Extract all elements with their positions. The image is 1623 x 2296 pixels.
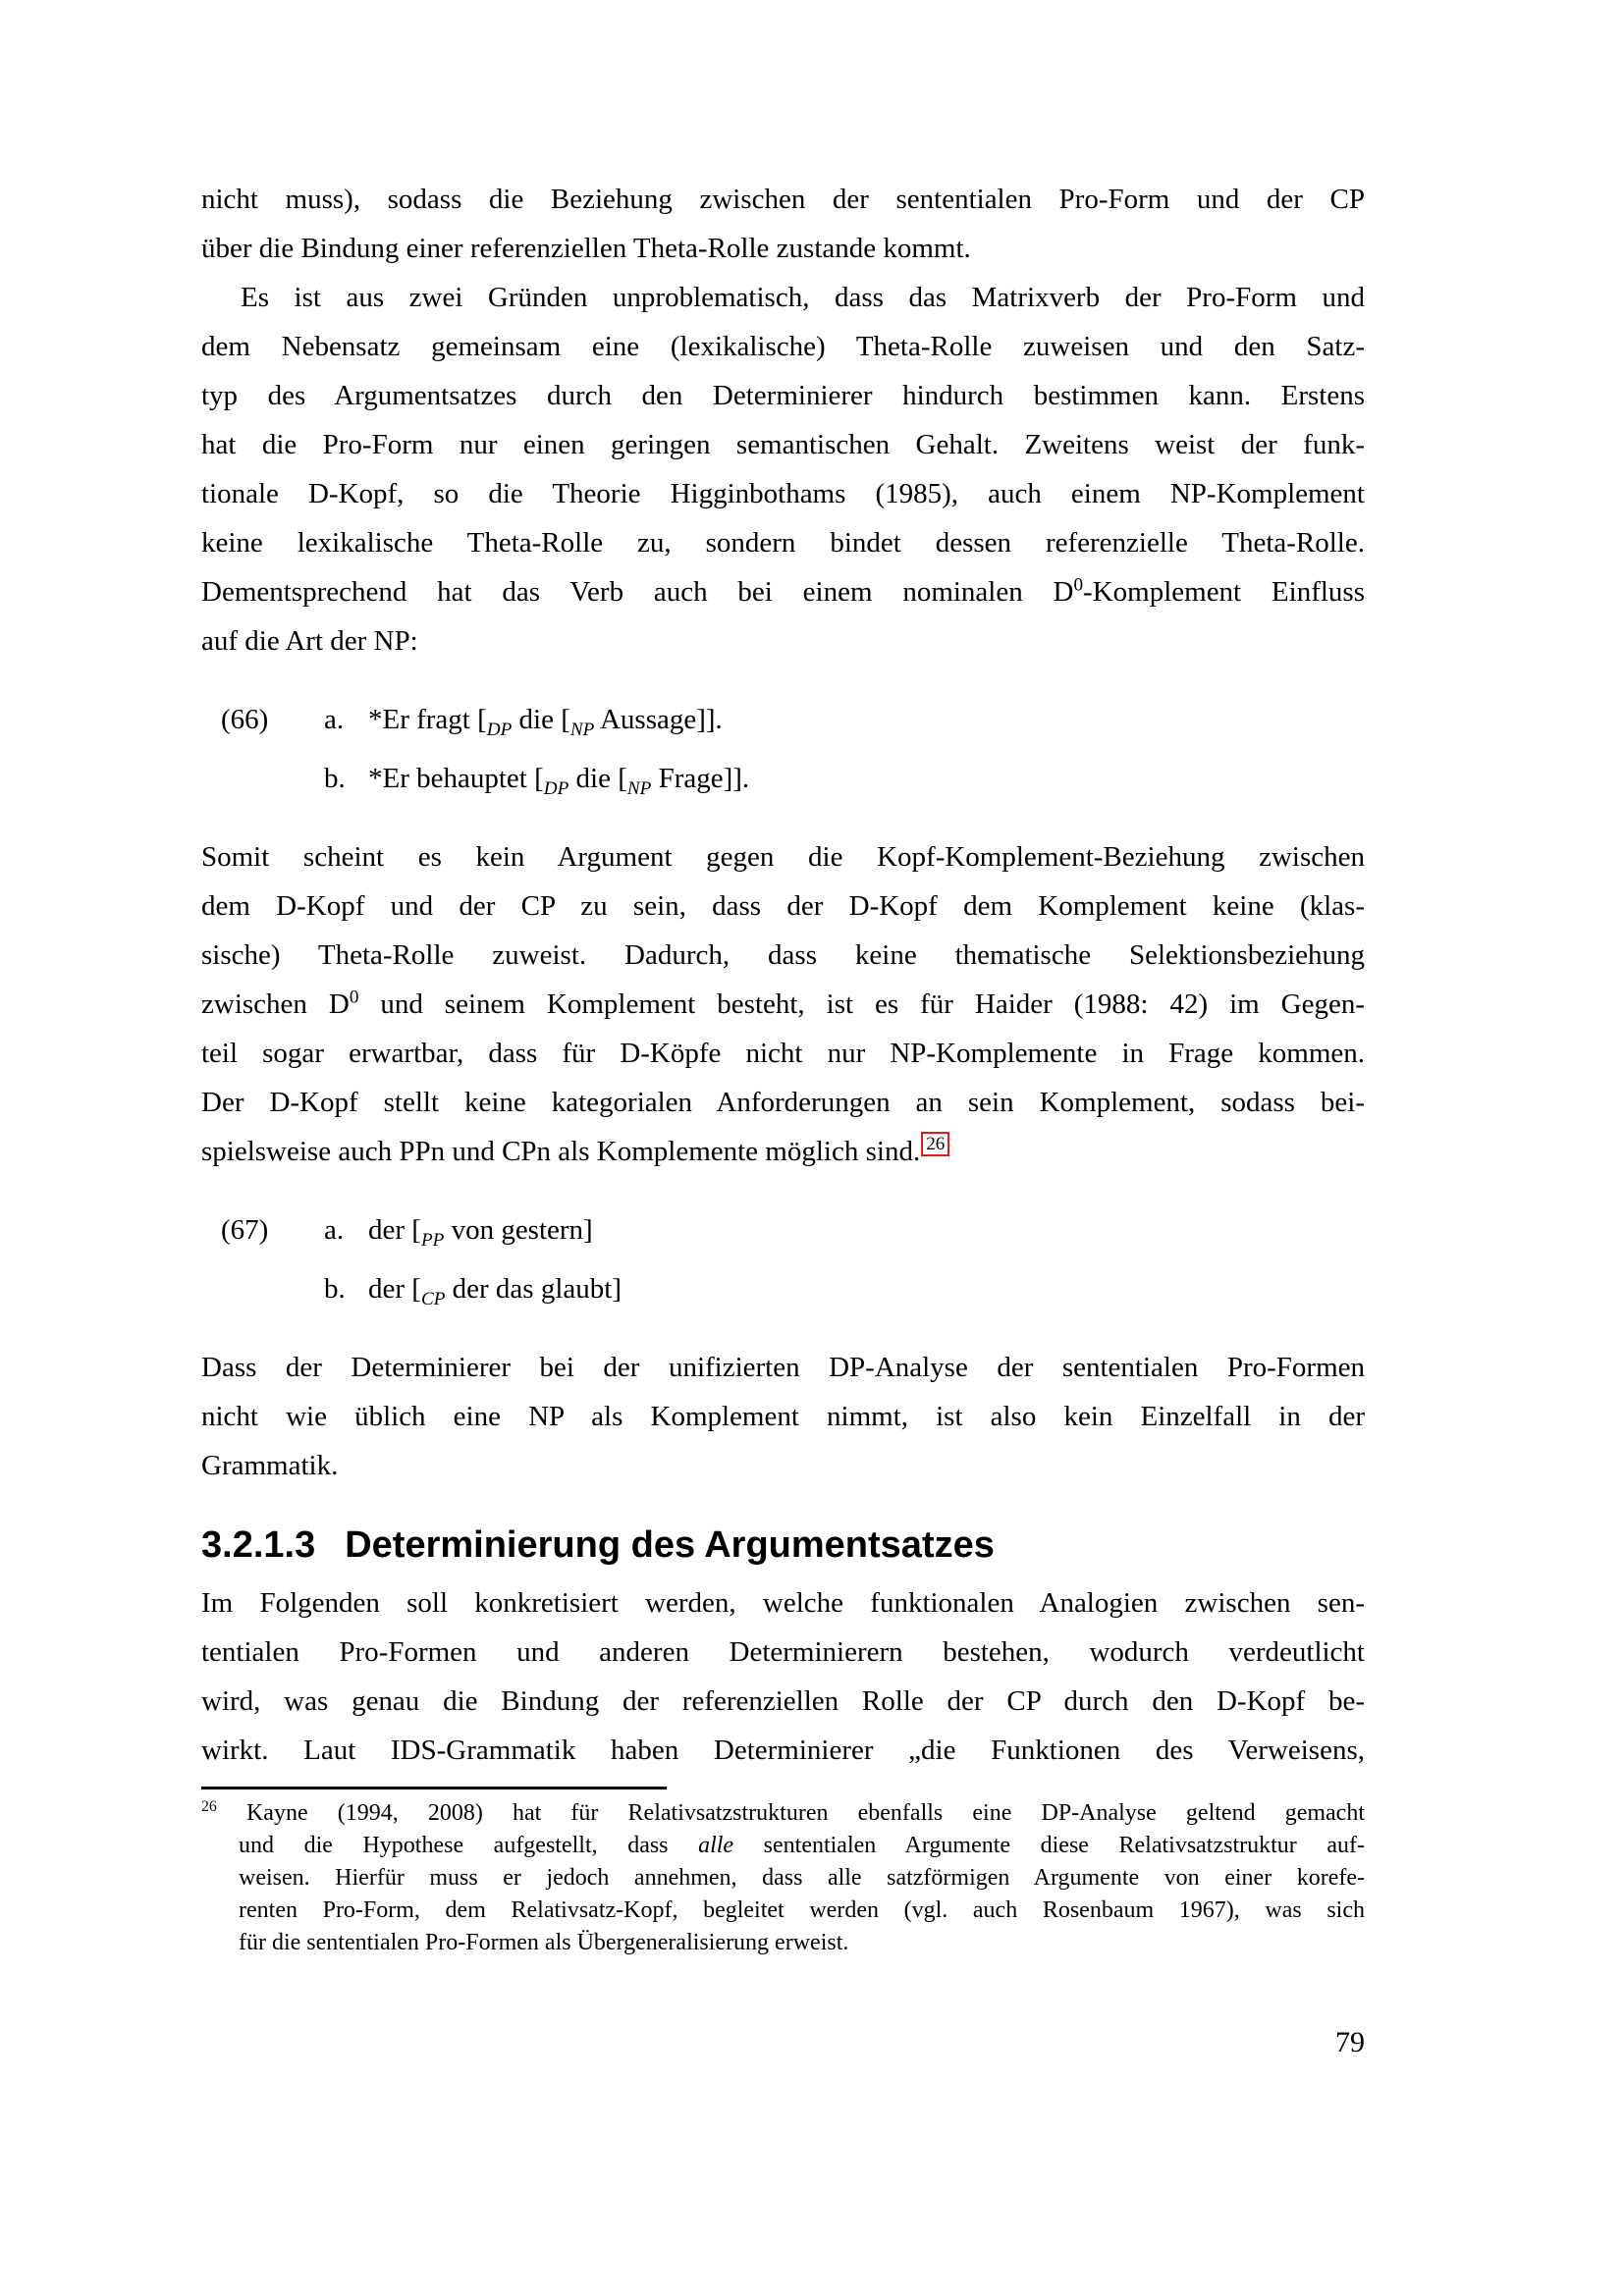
example-number: (67): [221, 1214, 269, 1246]
paragraph-zwei-gruenden: [201, 273, 1365, 666]
paragraph-somit-scheint: [201, 832, 1365, 1176]
paragraph-im-folgenden: [201, 1578, 1365, 1775]
text-line: dem D-Kopf und der CP zu sein, dass der D-Kopf dem Komplement keine (klas-: [201, 890, 1365, 922]
text-line: weisen. Hierfür muss er jedoch annehmen, dass alle satzförmigen Argumente von einer korefe-: [239, 1865, 1365, 1891]
text-line: spielsweise auch PPn und CPn als Komplemente möglich sind. $^{26}$: [201, 1127, 1365, 1176]
category-subscript: NP: [626, 777, 652, 799]
example-item-label: b.: [324, 763, 346, 794]
text-line: keine lexikalische Theta-Rolle zu, sondern bindet dessen referenzielle Theta-Rolle.: [201, 527, 1365, 559]
example-item-text: *Er fragt [$_{DP}$ die [$_{NP}$ Aussage]].: [368, 704, 723, 740]
example-item-label: b.: [324, 1273, 346, 1305]
example-66: [201, 690, 1365, 808]
example-66-row-a: [201, 690, 1365, 749]
text-line: für die sententialen Pro-Formen als Übergeneralisierung erweist.: [239, 1930, 849, 1955]
text-line: Es ist aus zwei Gründen unproblematisch, dass das Matrixverb der Pro-Form und: [241, 282, 1365, 313]
category-subscript: DP: [543, 777, 569, 799]
text-line: $^{26}$ Kayne (1994, 2008) hat für Relativsatzstrukturen ebenfalls eine DP-Analyse geltend gemacht: [201, 1798, 1365, 1826]
example-number: [221, 1259, 324, 1318]
text-line: teil sogar erwartbar, dass für D-Köpfe nicht nur NP-Komplemente in Frage kommen.: [201, 1038, 1365, 1069]
text-line: Dass der Determinierer bei der unifizierten DP-Analyse der sententialen Pro-Formen: [201, 1352, 1365, 1383]
superscript: 26: [201, 1798, 217, 1815]
footnote-ref-26[interactable]: 26: [921, 1132, 949, 1156]
example-item-text: der [$_{PP}$ von gestern]: [368, 1214, 593, 1251]
text-line: renten Pro-Form, dem Relativsatz-Kopf, begleitet werden (vgl. auch Rosenbaum 1967), was sich: [239, 1897, 1365, 1923]
text-line: über die Bindung einer referenziellen Theta-Rolle zustande kommt.: [201, 233, 971, 264]
text-line: auf die Art der NP:: [201, 625, 418, 657]
section-title: Determinierung des Argumentsatzes: [345, 1524, 995, 1566]
category-subscript: PP: [420, 1229, 445, 1251]
text-line: Dementsprechend hat das Verb auch bei einem nominalen $D^0$-Komplement Einfluss: [201, 574, 1365, 608]
text-line: und die Hypothese aufgestellt, dass alle sententialen Argumente diese Relativsatzstruktur auf-: [239, 1833, 1365, 1858]
example-item-text: *Er behauptet [$_{DP}$ die [$_{NP}$ Frage]].: [368, 763, 750, 799]
text-line: Grammatik.: [201, 1450, 339, 1481]
text-line: Der D-Kopf stellt keine kategorialen Anforderungen an sein Komplement, sodass bei-: [201, 1087, 1365, 1118]
example-67: [201, 1201, 1365, 1318]
example-item-label: a.: [324, 1214, 345, 1246]
paragraph-dass-der-determinierer: [201, 1343, 1365, 1490]
text-line: Somit scheint es kein Argument gegen die Kopf-Komplement-Beziehung zwischen: [201, 841, 1365, 873]
page-number: 79: [1335, 2026, 1365, 2058]
superscript: 0: [1073, 574, 1084, 596]
text-line: wirkt. Laut IDS-Grammatik haben Determinierer „die Funktionen des Verweisens,: [201, 1735, 1365, 1766]
emphasized-text: alle: [698, 1833, 734, 1858]
text-flow: [201, 175, 1365, 1959]
text-line: tionale D-Kopf, so die Theorie Higginbothams (1985), auch einem NP-Komplement: [201, 478, 1365, 509]
superscript: 0: [349, 987, 359, 1008]
text-line: dem Nebensatz gemeinsam eine (lexikalische) Theta-Rolle zuweisen und den Satz-: [201, 331, 1365, 362]
text-line: sische) Theta-Rolle zuweist. Dadurch, dass keine thematische Selektionsbeziehung: [201, 939, 1365, 971]
text-line: wird, was genau die Bindung der referenziellen Rolle der CP durch den D-Kopf be-: [201, 1685, 1365, 1717]
paragraph-continuation: [201, 175, 1365, 273]
category-subscript: CP: [420, 1288, 446, 1309]
text-line: nicht muss), sodass die Beziehung zwischen der sententialen Pro-Form und der CP: [201, 184, 1365, 215]
example-number: [221, 749, 324, 808]
section-heading: [201, 1518, 1365, 1573]
text-line: hat die Pro-Form nur einen geringen semantischen Gehalt. Zweitens weist der funk-: [201, 429, 1365, 460]
example-item-text: der [$_{CP}$ der das glaubt]: [368, 1273, 622, 1309]
text-line: nicht wie üblich eine NP als Komplement nimmt, ist also kein Einzelfall in der: [201, 1401, 1365, 1432]
page-content: [201, 0, 1365, 2067]
example-67-row-a: [201, 1201, 1365, 1259]
text-line: tentialen Pro-Formen und anderen Determinierern bestehen, wodurch verdeutlicht: [201, 1636, 1365, 1668]
example-66-row-b: [201, 749, 1365, 808]
category-subscript: DP: [486, 719, 513, 740]
example-item-label: a.: [324, 704, 345, 735]
example-number: (66): [221, 704, 269, 735]
text-line: Im Folgenden soll konkretisiert werden, welche funktionalen Analogien zwischen sen-: [201, 1587, 1365, 1619]
example-67-row-b: [201, 1259, 1365, 1318]
footnote-rule: [201, 1787, 667, 1789]
text-line: typ des Argumentsatzes durch den Determinierer hindurch bestimmen kann. Erstens: [201, 380, 1365, 411]
text-line: zwischen $D^0$ und seinem Komplement besteht, ist es für Haider (1988: 42) im Gegen-: [201, 987, 1365, 1020]
footnote-26: [201, 1797, 1365, 1959]
category-subscript: NP: [569, 719, 595, 740]
section-number: 3.2.1.3: [201, 1524, 316, 1566]
